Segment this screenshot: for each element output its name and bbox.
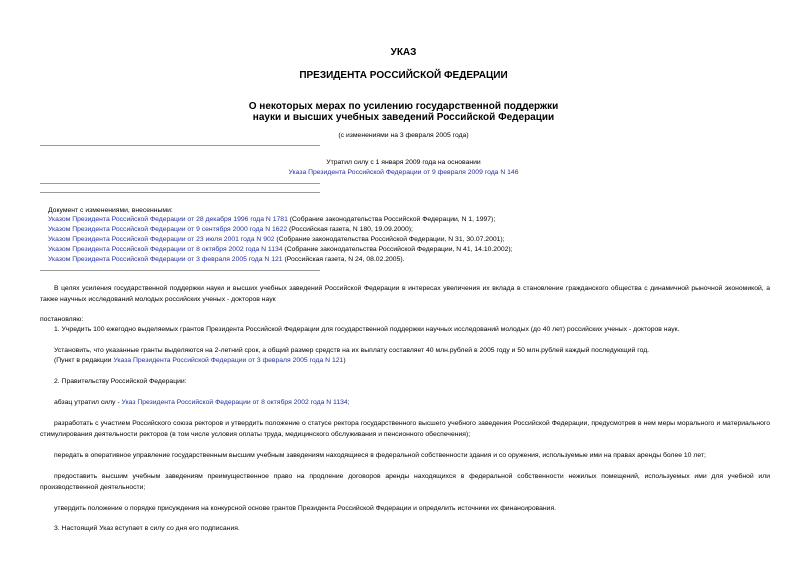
document-title-line-1: О некоторых мерах по усилению государственной поддержки xyxy=(248,101,559,112)
change-source: (Собрание законодательства Российской Федерации, N 1, 1997); xyxy=(287,216,496,223)
divider xyxy=(40,183,320,184)
grants-paragraph: Установить, что указанные гранты выделяются на 2-летний срок, а общий размер средств на их выплату составляет 40 млн.рублей в 2005 году и 50 млн.рублей каждый последующий год. xyxy=(54,347,650,354)
note-suffix: ) xyxy=(343,357,346,364)
changes-heading: Документ с изменениями, внесенными: xyxy=(48,207,173,214)
void-notice-text: Утратил силу с 1 января 2009 года на основании xyxy=(326,159,481,166)
repealed-suffix: ; xyxy=(347,399,350,406)
change-link-902[interactable]: Указом Президента Российской Федерации от 23 июля 2001 года N 902 xyxy=(48,236,275,243)
approve-regulation-paragraph: утвердить положение о порядке присуждения на конкурсной основе грантов Президента Российской Федерации и определить источники их финансирования. xyxy=(54,505,557,512)
change-link-1781[interactable]: Указом Президента Российской Федерации от 28 декабря 1996 года N 1781 xyxy=(48,216,288,223)
item-3-paragraph: 3. Настоящий Указ вступает в силу со дня его подписания. xyxy=(54,525,240,532)
change-source: (Собрание законодательства Российской Федерации, N 31, 30.07.2001); xyxy=(274,236,505,243)
grants-edition-link[interactable]: Указа Президента Российской Федерации от 3 февраля 2005 года N 121 xyxy=(113,357,344,364)
item-2-paragraph: 2. Правительству Российской Федерации: xyxy=(54,378,187,385)
amendment-note: (с изменениями на 3 февраля 2005 года) xyxy=(338,132,469,139)
changes-item xyxy=(48,255,405,264)
document-title-line-2: науки и высших учебных заведений Российской Федерации xyxy=(252,112,555,123)
change-link-1134[interactable]: Указом Президента Российской Федерации от 8 октября 2002 года N 1134 xyxy=(48,246,283,253)
document-type-title: УКАЗ xyxy=(390,47,417,58)
changes-item xyxy=(48,215,495,224)
divider xyxy=(40,145,320,146)
change-source: (Российская газета, N 24, 08.02.2005). xyxy=(282,256,405,263)
change-link-121[interactable]: Указом Президента Российской Федерации от 3 февраля 2005 года N 121 xyxy=(48,256,283,263)
develop-statute-paragraph: разработать с участием Российского союза ректоров и утвердить положение о статусе ректора государственного высшего учебного заведения Российской Федерации, предусмотрев в нем меры морального и материального стимулирования деятельности ректоров (в том числе условия оплаты труда, медицинского обслуживания и пенсионного обеспечения); xyxy=(40,420,770,438)
changes-item xyxy=(48,235,505,244)
repealed-clause xyxy=(40,397,770,408)
changes-item xyxy=(48,225,413,234)
lease-priority-paragraph: предоставить высшим учебным заведениям преимущественное право на продление договоров аренды находящихся в федеральной собственности нежилых помещений, используемых ими для учебной или производственной деятельности; xyxy=(40,473,770,491)
issuer-title: ПРЕЗИДЕНТА РОССИЙСКОЙ ФЕДЕРАЦИИ xyxy=(299,70,508,81)
transfer-buildings-paragraph: передать в оперативное управление государственным высшим учебным заведениям находящиеся в федеральной собственности здания и со оружения, используемые ими на правах аренды более 10 лет; xyxy=(54,452,706,459)
divider xyxy=(40,270,320,271)
note-prefix: (Пункт в редакции xyxy=(54,357,114,364)
repealed-prefix: абзац утратил силу - xyxy=(54,399,122,406)
repealed-clause-link[interactable]: Указ Президента Российской Федерации от 8 октября 2002 года N 1134 xyxy=(121,399,348,406)
grants-edition-note xyxy=(40,355,770,366)
changes-item xyxy=(48,245,513,254)
void-notice-link[interactable]: Указа Президента Российской Федерации от 9 февраля 2009 года N 146 xyxy=(288,169,519,176)
void-notice-link-row xyxy=(0,168,807,177)
change-source: (Собрание законодательства Российской Федерации, N 41, 14.10.2002); xyxy=(282,246,513,253)
change-link-1622[interactable]: Указом Президента Российской Федерации от 9 сентября 2000 года N 1622 xyxy=(48,226,288,233)
preamble-paragraph: В целях усиления государственной поддержки науки и высших учебных заведений Российской Федерации в интересах увеличения их вклада в становление гражданского общества с динамичной рыночной экономикой, а также научных исследований молодых российских ученых - докторов наук xyxy=(40,285,770,303)
item-1-paragraph: 1. Учредить 100 ежегодно выделяемых грантов Президента Российской Федерации для государственной поддержки научных исследований молодых (до 40 лет) российских ученых - докторов наук. xyxy=(54,326,680,333)
divider xyxy=(40,192,320,193)
postanovlyau-text: постановляю: xyxy=(40,316,84,323)
change-source: (Российская газета, N 180, 19.09.2000); xyxy=(287,226,413,233)
